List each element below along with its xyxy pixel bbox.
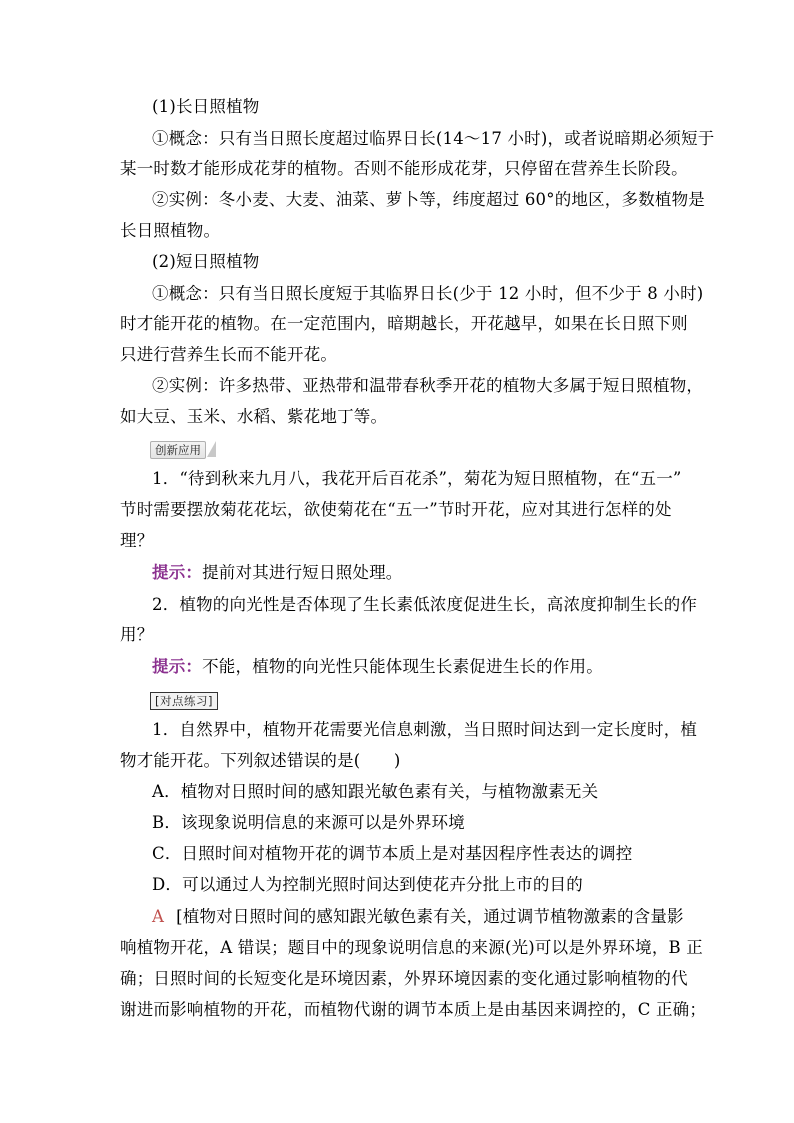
innovation-question-1-line-3: 理？ <box>120 531 154 550</box>
innovation-tag-corner <box>207 441 216 457</box>
long-day-example-line-2: 长日照植物。 <box>120 221 221 240</box>
hint-label: 提示： <box>152 657 203 676</box>
innovation-question-1-line-1: 1．“待到秋来九月八，我花开后百花杀”，菊花为短日照植物，在“五一” <box>152 469 682 488</box>
option-c: C．日照时间对植物开花的调节本质上是对基因程序性表达的调控 <box>152 844 633 863</box>
practice-tag: [对点练习] <box>150 692 218 710</box>
practice-question-1-line-1: 1．自然界中，植物开花需要光信息刺激，当日照时间达到一定长度时，植 <box>152 720 698 739</box>
section-heading-short-day: (2)短日照植物 <box>152 252 260 271</box>
short-day-example-line-2: 如大豆、玉米、水稻、紫花地丁等。 <box>120 407 388 426</box>
innovation-question-2-line-2: 用？ <box>120 625 154 644</box>
long-day-example-line-1: ②实例：冬小麦、大麦、油菜、萝卜等，纬度超过 60°的地区，多数植物是 <box>152 190 705 209</box>
short-day-concept-line-3: 只进行营养生长而不能开花。 <box>120 345 338 364</box>
option-a: A．植物对日照时间的感知跟光敏色素有关，与植物激素无关 <box>152 782 599 801</box>
explanation-line-2: 响植物开花，A 错误；题目中的现象说明信息的来源(光)可以是外界环境，B 正 <box>120 938 704 957</box>
hint-text: 提前对其进行短日照处理。 <box>202 563 403 582</box>
option-d: D．可以通过人为控制光照时间达到使花卉分批上市的目的 <box>152 875 583 894</box>
hint-text: 不能，植物的向光性只能体现生长素促进生长的作用。 <box>202 657 603 676</box>
option-b: B．该现象说明信息的来源可以是外界环境 <box>152 813 465 832</box>
explanation-line-3: 确；日照时间的长短变化是环境因素，外界环境因素的变化通过影响植物的代 <box>120 969 688 988</box>
short-day-concept-line-2: 时才能开花的植物。在一定范围内，暗期越长，开花越早，如果在长日照下则 <box>120 314 688 333</box>
explanation-text: [植物对日照时间的感知跟光敏色素有关，通过调节植物激素的含量影 <box>176 907 684 926</box>
innovation-question-2-line-1: 2．植物的向光性是否体现了生长素低浓度促进生长，高浓度抑制生长的作 <box>152 595 698 614</box>
long-day-concept-line-1: ①概念：只有当日照长度超过临界日长(14～17 小时)，或者说暗期必须短于 <box>152 129 715 148</box>
short-day-concept-line-1: ①概念：只有当日照长度短于其临界日长(少于 12 小时，但不少于 8 小时) <box>152 284 704 303</box>
section-heading-long-day: (1)长日照植物 <box>152 97 260 116</box>
innovation-hint-1 <box>152 562 403 584</box>
short-day-example-line-1: ②实例：许多热带、亚热带和温带春秋季开花的植物大多属于短日照植物， <box>152 376 704 395</box>
explanation-line-4: 谢进而影响植物的开花，而植物代谢的调节本质上是由基因来调控的，C 正确； <box>120 1000 707 1019</box>
innovation-question-1-line-2: 节时需要摆放菊花花坛，欲使菊花在“五一”节时开花，应对其进行怎样的处 <box>120 500 672 519</box>
hint-label: 提示： <box>152 563 203 582</box>
innovation-tag: 创新应用 <box>150 441 206 459</box>
long-day-concept-line-2: 某一时数才能形成花芽的植物。否则不能形成花芽，只停留在营养生长阶段。 <box>120 159 688 178</box>
explanation-line-1 <box>152 906 684 928</box>
answer-letter: A <box>152 907 165 926</box>
practice-question-1-line-2: 物才能开花。下列叙述错误的是( ) <box>120 751 401 770</box>
innovation-hint-2 <box>152 656 603 678</box>
